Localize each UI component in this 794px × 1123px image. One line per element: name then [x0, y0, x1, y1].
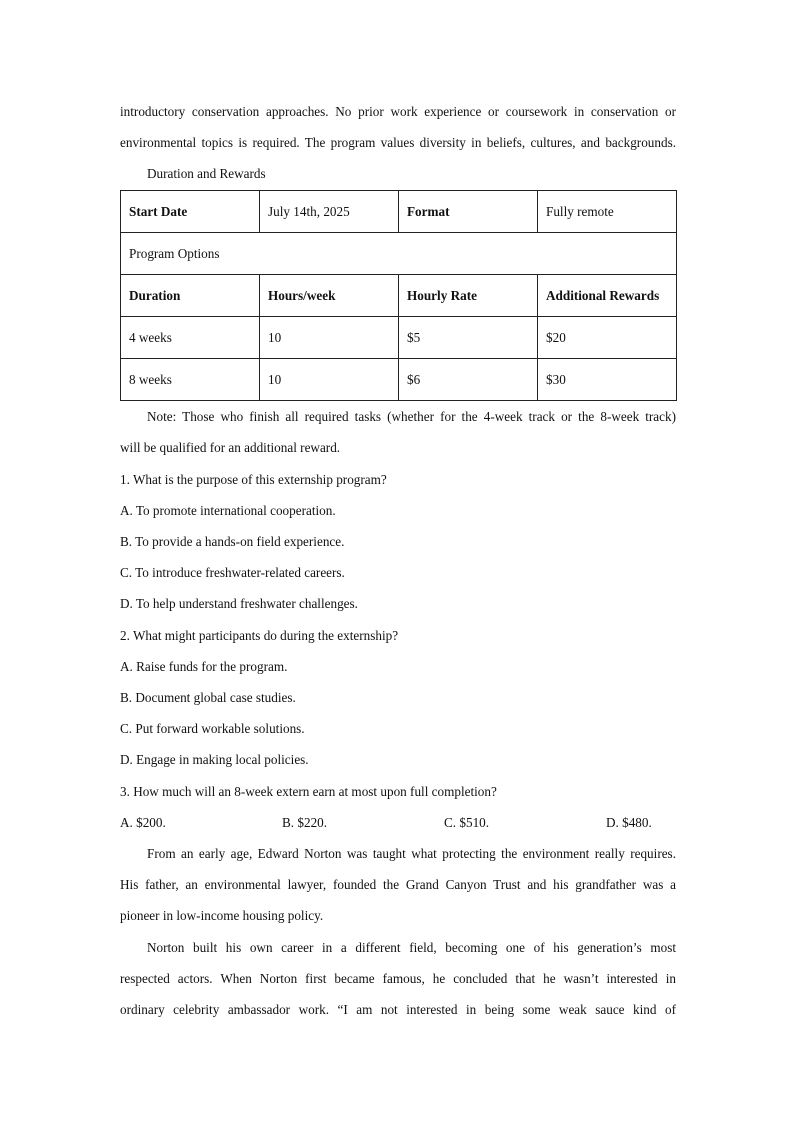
column-header: Duration: [121, 275, 260, 317]
table-cell: 4 weeks: [121, 317, 260, 359]
note-line-1: Note: Those who finish all required tasks (whether for the 4-week track or the 8-week track): [147, 409, 676, 424]
format-value: Fully remote: [538, 191, 677, 233]
question-stem: 3. How much will an 8-week extern earn at most upon full completion?: [120, 784, 497, 799]
table-cell: 10: [260, 359, 399, 401]
table-row: [121, 191, 677, 233]
question-option: D. To help understand freshwater challenges.: [120, 596, 358, 611]
question-option: A. $200.: [120, 815, 166, 830]
question-option: D. Engage in making local policies.: [120, 752, 309, 767]
table-cell: $30: [538, 359, 677, 401]
format-label: Format: [399, 191, 538, 233]
table-cell: $20: [538, 317, 677, 359]
passage-line: His father, an environmental lawyer, founded the Grand Canyon Trust and his grandfather was a: [120, 877, 676, 892]
question-option: A. Raise funds for the program.: [120, 659, 288, 674]
table-row: [121, 359, 677, 401]
table-cell: 8 weeks: [121, 359, 260, 401]
question-options-row: [120, 814, 676, 832]
start-date-label: Start Date: [121, 191, 260, 233]
duration-rewards-table: [120, 190, 677, 401]
column-header: Hourly Rate: [399, 275, 538, 317]
question-stem: 1. What is the purpose of this externship program?: [120, 472, 387, 487]
passage-line: respected actors. When Norton first became famous, he concluded that he wasn’t interested in: [120, 971, 676, 986]
question-option: B. Document global case studies.: [120, 690, 296, 705]
question-option: C. To introduce freshwater-related careers.: [120, 565, 345, 580]
question-option: B. $220.: [282, 815, 328, 830]
passage-line: Norton built his own career in a different field, becoming one of his generation’s most: [147, 940, 676, 955]
column-header: Hours/week: [260, 275, 399, 317]
question-option: A. To promote international cooperation.: [120, 503, 336, 518]
table-cell: $5: [399, 317, 538, 359]
passage-line: ordinary celebrity ambassador work. “I am not interested in being some weak sauce kind of: [120, 1002, 676, 1017]
intro-line-1: introductory conservation approaches. No prior work experience or coursework in conservation or: [120, 104, 676, 119]
section-heading: Duration and Rewards: [147, 166, 266, 181]
question-option: C. $510.: [444, 815, 490, 830]
question-option: C. Put forward workable solutions.: [120, 721, 305, 736]
question-option: D. $480.: [606, 815, 652, 830]
table-header-row: [121, 275, 677, 317]
passage-line: pioneer in low-income housing policy.: [120, 908, 324, 923]
column-header: Additional Rewards: [538, 275, 677, 317]
table-cell: 10: [260, 317, 399, 359]
note-line-2: will be qualified for an additional reward.: [120, 440, 341, 455]
table-cell: $6: [399, 359, 538, 401]
intro-line-2: environmental topics is required. The program values diversity in beliefs, cultures, and backgrounds.: [120, 135, 676, 150]
program-options-label: Program Options: [121, 233, 677, 275]
table-row: [121, 317, 677, 359]
table-row: [121, 233, 677, 275]
passage-line: From an early age, Edward Norton was taught what protecting the environment really requires.: [147, 846, 676, 861]
question-option: B. To provide a hands-on field experience.: [120, 534, 345, 549]
start-date-value: July 14th, 2025: [260, 191, 399, 233]
question-stem: 2. What might participants do during the externship?: [120, 628, 399, 643]
